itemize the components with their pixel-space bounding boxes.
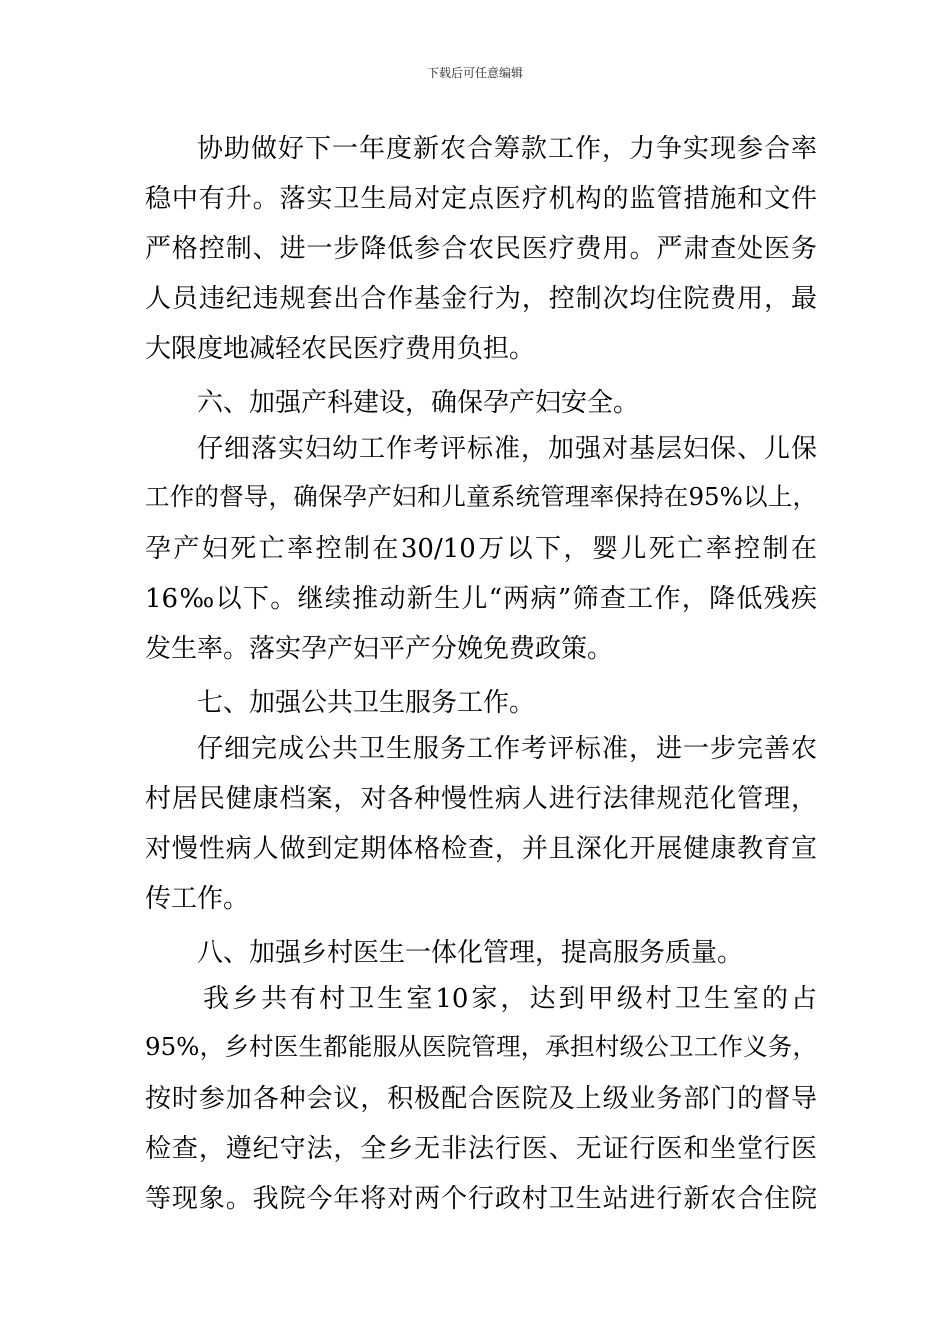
paragraph — [145, 128, 817, 378]
text-line: 等现象。我院今年将对两个行政村卫生站进行新农合住院 — [145, 1184, 817, 1214]
text-line: 发生率。落实孕产妇平产分娩免费政策。 — [145, 634, 614, 664]
text-line: 检查，遵纪守法，全乡无非法行医、无证行医和坐堂行医 — [145, 1134, 817, 1164]
text-line: 16‰以下。继续推动新生儿“两病”筛查工作，降低残疾 — [145, 584, 817, 614]
text-line: 严格控制、进一步降低参合农民医疗费用。严肃查处医务 — [145, 234, 817, 264]
text-line: 按时参加各种会议，积极配合医院及上级业务部门的督导 — [145, 1084, 817, 1114]
text-line: 稳中有升。落实卫生局对定点医疗机构的监管措施和文件 — [145, 184, 817, 214]
paragraph — [145, 728, 817, 928]
text-line: 仔细完成公共卫生服务工作考评标准，进一步完善农 — [197, 734, 817, 764]
text-line: 村居民健康档案，对各种慢性病人进行法律规范化管理， — [145, 784, 817, 814]
text-line: 对慢性病人做到定期体格检查，并且深化开展健康教育宣 — [145, 834, 817, 864]
text-line: 孕产妇死亡率控制在30/10万以下，婴儿死亡率控制在 — [145, 534, 817, 564]
text-line: 传工作。 — [145, 884, 250, 914]
text-line: 我乡共有村卫生室10家，达到甲级村卫生室的占 — [203, 984, 817, 1014]
paragraph — [145, 428, 817, 678]
text-line: 工作的督导，确保孕产妇和儿童系统管理率保持在95%以上， — [145, 482, 817, 511]
text-line: 大限度地减轻农民医疗费用负担。 — [145, 334, 536, 364]
text-line: 仔细落实妇幼工作考评标准，加强对基层妇保、儿保 — [197, 434, 817, 464]
text-line: 95%，乡村医生都能服从医院管理，承担村级公卫工作义务， — [145, 1032, 817, 1061]
paragraph — [145, 978, 817, 1228]
document-body — [145, 128, 817, 1228]
text-line: 协助做好下一年度新农合筹款工作，力争实现参合率 — [197, 134, 817, 164]
section-heading: 八、加强乡村医生一体化管理，提高服务质量。 — [197, 938, 744, 968]
section-heading: 七、加强公共卫生服务工作。 — [197, 688, 536, 718]
text-line: 人员违纪违规套出合作基金行为，控制次均住院费用，最 — [145, 284, 817, 314]
page-header: 下载后可任意编辑 — [426, 66, 523, 80]
section-heading: 六、加强产科建设，确保孕产妇安全。 — [197, 388, 640, 418]
